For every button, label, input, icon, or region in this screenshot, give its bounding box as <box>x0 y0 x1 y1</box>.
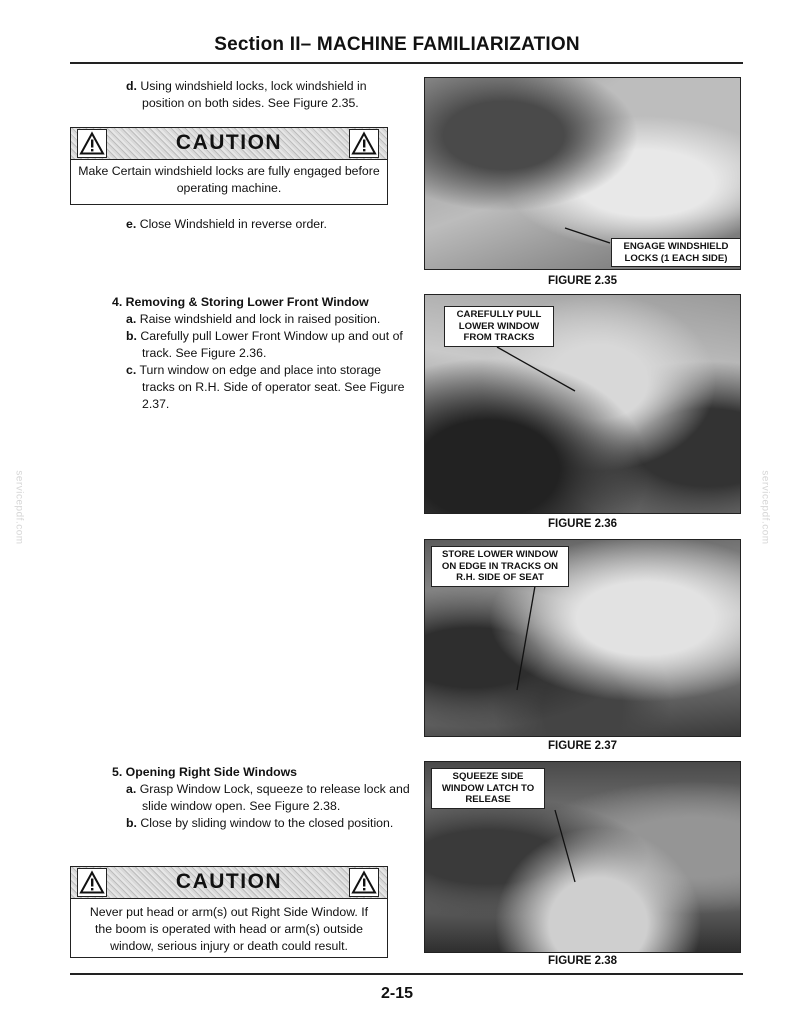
figure-callout: CAREFULLY PULL LOWER WINDOW FROM TRACKS <box>444 306 554 347</box>
figure-2-37-photo <box>424 539 741 737</box>
step-d-label: d. <box>126 79 137 93</box>
caution-box-1 <box>70 127 388 205</box>
step-d-text: Using windshield locks, lock windshield in position on both sides. See Figure 2.35. <box>140 79 367 110</box>
step-label: c. <box>126 363 137 377</box>
figure-caption: FIGURE 2.38 <box>547 955 618 967</box>
section-4-step-b <box>126 328 412 362</box>
figure-callout: SQUEEZE SIDE WINDOW LATCH TO RELEASE <box>431 768 545 809</box>
warning-icon <box>349 868 379 897</box>
figure-caption: FIGURE 2.36 <box>547 518 618 530</box>
step-text: Close by sliding window to the closed position. <box>140 816 394 830</box>
figure-callout: ENGAGE WINDSHIELD LOCKS (1 EACH SIDE) <box>611 238 741 267</box>
caution-message-2: Never put head or arm(s) out Right Side Window. If the boom is operated with head or arm(s) outside window, serious injury or death could result. <box>89 905 369 953</box>
step-text: Carefully pull Lower Front Window up and out of track. See Figure 2.36. <box>140 329 403 360</box>
caution-message-1: Make Certain windshield locks are fully engaged before operating machine. <box>78 164 380 195</box>
warning-icon <box>349 129 379 158</box>
step-e-text: Close Windshield in reverse order. <box>139 217 327 231</box>
page-number: 2-15 <box>380 985 414 1002</box>
step-d <box>126 78 412 112</box>
step-label: a. <box>126 782 137 796</box>
figure-2-38-photo <box>424 761 741 953</box>
page-title: Section II– MACHINE FAMILIARIZATION <box>214 34 580 55</box>
section-5-heading: 5. Opening Right Side Windows <box>112 765 298 779</box>
step-text: Turn window on edge and place into storage tracks on R.H. Side of operator seat. See Figure 2.37. <box>139 363 405 411</box>
section-5-step-a <box>126 781 412 815</box>
step-text: Raise windshield and lock in raised position. <box>139 312 381 326</box>
section-4-step-c <box>126 362 412 413</box>
figure-caption: FIGURE 2.35 <box>547 275 618 287</box>
watermark-left: servicepdf.com <box>13 470 25 545</box>
section-4-heading: 4. Removing & Storing Lower Front Window <box>112 295 369 309</box>
caution-word-1: CAUTION <box>175 131 283 154</box>
caution-banner-2 <box>71 867 387 899</box>
figure-callout: STORE LOWER WINDOW ON EDGE IN TRACKS ON R.H. SIDE OF SEAT <box>431 546 569 587</box>
header-rule <box>70 62 743 64</box>
figure-caption: FIGURE 2.37 <box>547 740 618 752</box>
step-label: b. <box>126 329 137 343</box>
watermark-right: servicepdf.com <box>759 470 771 545</box>
step-label: a. <box>126 312 137 326</box>
figure-2-35-photo <box>424 77 741 270</box>
step-text: Grasp Window Lock, squeeze to release lock and slide window open. See Figure 2.38. <box>139 782 410 813</box>
step-label: b. <box>126 816 137 830</box>
footer-rule <box>70 973 743 975</box>
figure-2-36-photo <box>424 294 741 514</box>
caution-box-2 <box>70 866 388 958</box>
step-e-label: e. <box>126 217 137 231</box>
section-5-step-b <box>126 815 412 832</box>
step-e <box>126 216 412 233</box>
section-4-step-a <box>126 311 412 328</box>
caution-word-2: CAUTION <box>175 870 283 893</box>
caution-banner-1 <box>71 128 387 160</box>
